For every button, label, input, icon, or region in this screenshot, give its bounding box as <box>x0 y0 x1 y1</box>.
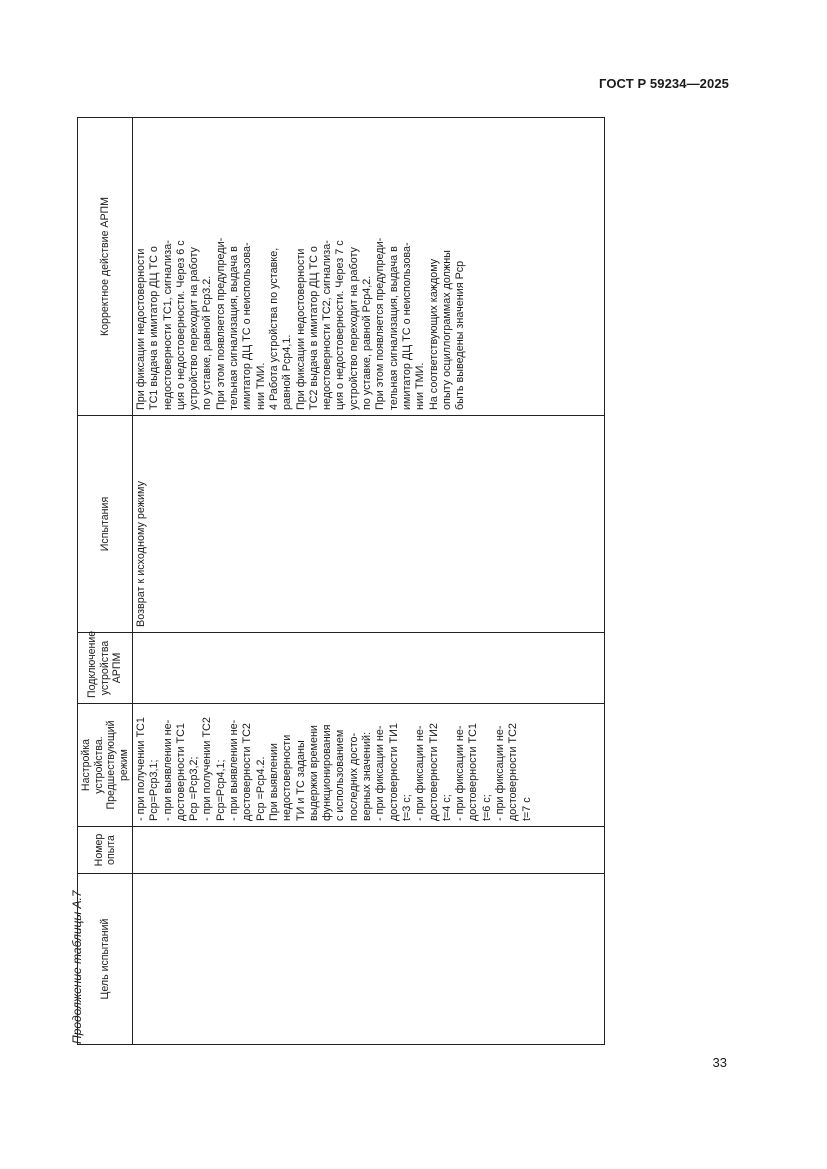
setup-line: t=6 с; <box>480 794 493 821</box>
table-caption: Продолжение таблицы А.7 <box>70 890 84 1044</box>
setup-line: последних досто- <box>347 732 360 821</box>
correct-line: быть выведены значения Pср <box>454 260 467 410</box>
correct-line: равной Pср4,1. <box>281 334 294 410</box>
setup-line: t=3 с; <box>400 794 413 821</box>
correct-line: устройство переходит на работу <box>188 247 201 410</box>
setup-line: t=7 с <box>520 797 533 821</box>
document-header: ГОСТ Р 59234—2025 <box>599 76 729 91</box>
column-header-setup: Настройка устройства. Предшествующий режим <box>78 704 133 827</box>
correct-line: имитатор ДЦ ТС о неиспользова- <box>400 242 413 410</box>
setup-line: достоверности ТС2 <box>507 723 520 821</box>
setup-line: ТИ и ТС заданы <box>294 740 307 821</box>
setup-line: достоверности ТИ2 <box>427 723 440 821</box>
setup-line: t=4 с; <box>440 794 453 821</box>
correct-line: На соответствующих каждому <box>427 258 440 410</box>
correct-line: недостоверности ТС1, сигнализа- <box>161 240 174 410</box>
column-header-number: Номер опыта <box>78 827 133 874</box>
correct-line: При фиксации недостоверности <box>294 248 307 410</box>
correct-line: недостоверности ТС2, сигнализа- <box>321 240 334 410</box>
setup-line: - при получении ТС1 <box>135 717 147 821</box>
cell-test: Возврат к исходному режиму <box>133 416 605 633</box>
setup-line: функционирования <box>321 724 334 821</box>
setup-line: - при выявлении не- <box>228 719 241 821</box>
cell-goal <box>133 874 605 1045</box>
column-header-test: Испытания <box>78 416 133 633</box>
correct-line: При фиксации недостоверности <box>135 248 147 410</box>
column-header-correct-action: Корректное действие АРПМ <box>78 118 133 416</box>
rotated-table-container <box>77 118 605 1045</box>
setup-line: с использованием <box>334 729 347 821</box>
setup-line: - при фиксации не- <box>414 725 427 821</box>
correct-line: тельная сигнализация, выдача в <box>387 246 400 410</box>
setup-line: - при фиксации не- <box>454 725 467 821</box>
correct-line: 4 Работа устройства по уставке, <box>267 247 280 410</box>
setup-line: Pср=Pср3,1; <box>148 759 161 821</box>
setup-line: Pср =Pср3,2; <box>188 756 201 821</box>
cell-correct-action <box>133 118 605 416</box>
correct-line: ТС2 выдача в имитатор ДЦ ТС о <box>307 246 320 410</box>
setup-line: - при фиксации не- <box>374 725 387 821</box>
setup-line: достоверности ТС2 <box>241 723 254 821</box>
correct-line: нии ТМИ. <box>254 362 267 410</box>
setup-line: достоверности ТС1 <box>467 723 480 821</box>
table-header-row <box>78 118 133 1045</box>
correct-line: ция о недостоверности. Через 7 с <box>334 240 347 410</box>
setup-line: Pср =Pср4.2. <box>254 756 267 821</box>
column-header-connection: Подключение устройства АРПМ <box>78 633 133 704</box>
table-row <box>133 118 605 1045</box>
page-number: 33 <box>712 1055 727 1070</box>
setup-line: - при выявлении не- <box>161 719 174 821</box>
correct-line: устройство переходит на работу <box>347 247 360 410</box>
setup-line: достоверности ТИ1 <box>387 723 400 821</box>
correct-line: по уставке, равной Pср4,2. <box>361 275 374 410</box>
correct-line: При этом появляется предупреди- <box>214 237 227 410</box>
setup-line: выдержки времени <box>307 725 320 821</box>
correct-line: ция о недостоверности. Через 6 с <box>174 240 187 410</box>
cell-number <box>133 827 605 874</box>
correct-line: тельная сигнализация, выдача в <box>228 246 241 410</box>
test-table <box>77 117 605 1045</box>
cell-connection <box>133 633 605 704</box>
setup-line: недостоверности <box>281 734 294 821</box>
cell-setup <box>133 704 605 827</box>
correct-line: ТС1 выдача в имитатор ДЦ ТС о <box>148 246 161 410</box>
setup-line: Pср=Pср4,1; <box>214 759 227 821</box>
column-header-goal: Цель испытаний <box>78 874 133 1045</box>
setup-line: верных значений: <box>361 731 374 821</box>
correct-line: по уставке, равной Pср3.2. <box>201 275 214 410</box>
setup-line: - при фиксации не- <box>494 725 507 821</box>
correct-line: При этом появляется предупреди- <box>374 237 387 410</box>
correct-line: нии ТМИ. <box>414 362 427 410</box>
setup-line: - при получении ТС2 <box>201 717 214 821</box>
correct-line: опыту осциллограммах должны <box>440 250 453 410</box>
correct-line: имитатор ДЦ ТС о неиспользова- <box>241 242 254 410</box>
setup-line: достоверности ТС1 <box>174 723 187 821</box>
setup-line: При выявлении <box>267 743 280 821</box>
